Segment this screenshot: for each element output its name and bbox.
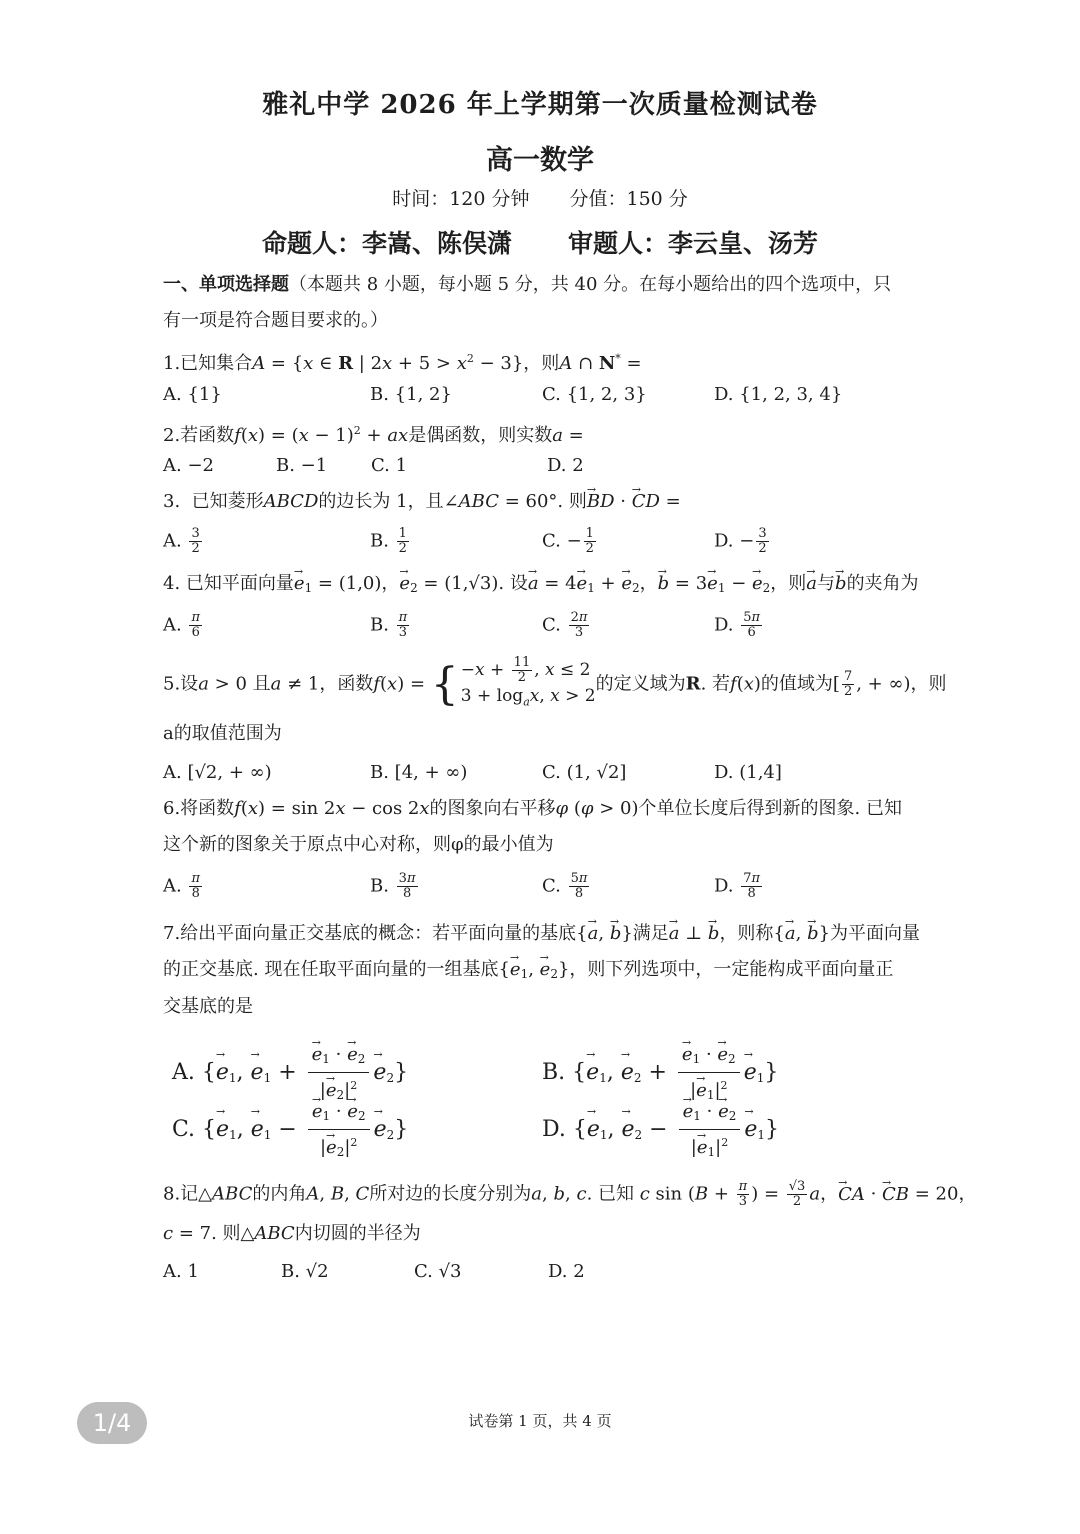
question-2-option-c: C. 1	[371, 455, 408, 476]
question-2-option-a: A. −2	[163, 455, 214, 476]
question-6-option-a: A. $\frac{\pi}{8}$	[163, 871, 200, 901]
question-3-option-b: B. $\frac{1}{2}$	[370, 526, 407, 556]
question-5-stem: 5.设a > 0 且a ≠ 1，函数f(x) = { −x + $\frac{11}{2}$ , x ≤ 2 $3 + \log_ax$, x > 2 的定义域为R. 若f(x)的值域为[ $\frac{7}{2}$ , + ∞)，则	[163, 656, 947, 713]
question-4-option-b: B. $\frac{\pi}{3}$	[370, 610, 408, 640]
question-7-option-a: A. {→ e1, → e1 + → $\frac{e1 \cdot \to e2}{|\to e2|^2}$ → e2}	[172, 1040, 408, 1106]
question-8-option-b: B. √2	[281, 1261, 329, 1282]
question-1-option-b: B. {1, 2}	[370, 384, 452, 405]
section-intro-line2: 有一项是符合题目要求的。）	[163, 310, 388, 331]
question-3-option-c: C. − $\frac{1}{2}$	[542, 526, 594, 556]
page-footer: 试卷第 1 页，共 4 页	[468, 1412, 612, 1430]
section-intro-line1: 一、单项选择题（本题共 8 小题，每小题 5 分，共 40 分。在每小题给出的四个选项中，只	[163, 274, 892, 295]
question-2-stem: 2.若函数$f(x) = (x - 1)^2$ + ax是偶函数，则实数a =	[163, 424, 584, 446]
question-8-option-c: C. √3	[414, 1261, 462, 1282]
question-7-option-c: C. {→ e1, → e1 − → $\frac{e1 \cdot \to e2}{|\to e2|^2}$ → e2}	[172, 1097, 408, 1163]
question-4-option-a: A. $\frac{\pi}{6}$	[163, 610, 200, 640]
question-8-option-a: A. 1	[163, 1261, 199, 1282]
question-6-stem-line2: 这个新的图象关于原点中心对称，则φ的最小值为	[163, 834, 554, 855]
question-4-stem: 4. 已知平面向量→ e1 = (1,0)，→ e2 = (1,√3). 设→ a = 4→ e1 + → e2，→ b = 3→ e1 − → e2，则→ a与→ b的夹角为	[163, 572, 919, 600]
question-8-stem: 8.记△ABC的内角A, B, C所对边的长度分别为a, b, c. 已知 c sin (B + $\frac{\pi}{3}$ ) = $\frac{√3}{2}$ a，→ CA · → CB = 20，	[163, 1180, 976, 1209]
question-7-option-b: B. {→ e1, → e2 + → $\frac{e1 \cdot \to e2}{|\to e1|^2}$ → e1}	[542, 1040, 778, 1106]
exam-setters: 命题人：李嵩、陈俣潇	[261, 229, 512, 258]
exam-score: 分值：150 分	[569, 188, 688, 210]
question-8-stem-line2: c = 7. 则△ABC内切圆的半径为	[163, 1223, 421, 1244]
question-1-option-c: C. {1, 2, 3}	[542, 384, 647, 405]
question-7-stem-line2: 的正交基底. 现在任取平面向量的一组基底{→ e1, → e2}，则下列选项中，一定能构成平面向量正	[163, 958, 893, 986]
exam-reviewers: 审题人：李云皇、汤芳	[568, 229, 819, 258]
piecewise-function: { −x + $\frac{11}{2}$ , x ≤ 2 $3 + \log_ax$, x > 2	[430, 655, 596, 710]
question-6-stem: 6.将函数f(x) = sin 2x − cos 2x的图象向右平移φ (φ > 0)个单位长度后得到新的图象. 已知	[163, 798, 902, 819]
question-1-option-a: A. {1}	[163, 384, 222, 405]
exam-title: 雅礼中学 2026 年上学期第一次质量检测试卷	[262, 90, 818, 120]
question-5-option-c: C. (1, √2]	[542, 762, 627, 783]
question-2-option-d: D. 2	[547, 455, 584, 476]
question-7-option-d: D. {→ e1, → e2 − → $\frac{e1 \cdot \to e2}{|\to e1|^2}$ → e1}	[542, 1097, 779, 1163]
exam-subject: 高一数学	[486, 145, 594, 176]
question-6-option-c: C. $\frac{5\pi}{8}$	[542, 871, 588, 901]
question-1-stem: 1.已知集合A = {x ∈ R | $2x + 5 > x^2 - 3$}，则A ∩ N* =	[163, 352, 642, 374]
question-6-option-d: D. $\frac{7\pi}{8}$	[714, 871, 761, 901]
question-3-option-a: A. $\frac{3}{2}$	[163, 526, 200, 556]
question-2-option-b: B. −1	[276, 455, 328, 476]
exam-authors	[0, 224, 1080, 260]
question-4-option-c: C. $\frac{2\pi}{3}$	[542, 610, 588, 640]
question-1-option-d: D. {1, 2, 3, 4}	[714, 384, 843, 405]
section-label: 一、单项选择题	[163, 274, 289, 295]
question-7-stem-line3: 交基底的是	[163, 996, 253, 1017]
page-indicator-badge[interactable]: 1/4	[77, 1402, 147, 1444]
question-3-option-d: D. − $\frac{3}{2}$	[714, 526, 767, 556]
exam-time: 时间：120 分钟	[392, 188, 530, 210]
question-7-stem: 7.给出平面向量正交基底的概念：若平面向量的基底{→ a, → b}满足→ a ⊥ → b，则称{→ a, → b}为平面向量	[163, 922, 920, 946]
question-5-option-d: D. (1,4]	[714, 762, 782, 783]
question-5-option-b: B. [4, + ∞)	[370, 762, 468, 783]
question-4-option-d: D. $\frac{5\pi}{6}$	[714, 610, 761, 640]
question-6-option-b: B. $\frac{3\pi}{8}$	[370, 871, 416, 901]
exam-meta	[0, 184, 1080, 211]
question-5-option-a: A. [√2, + ∞)	[163, 762, 272, 783]
question-5-stem-line2: a的取值范围为	[163, 723, 282, 744]
question-3-stem: 3. 已知菱形ABCD的边长为 1，且∠ABC = 60°. 则→ BD · → CD =	[163, 490, 681, 514]
question-8-option-d: D. 2	[548, 1261, 585, 1282]
